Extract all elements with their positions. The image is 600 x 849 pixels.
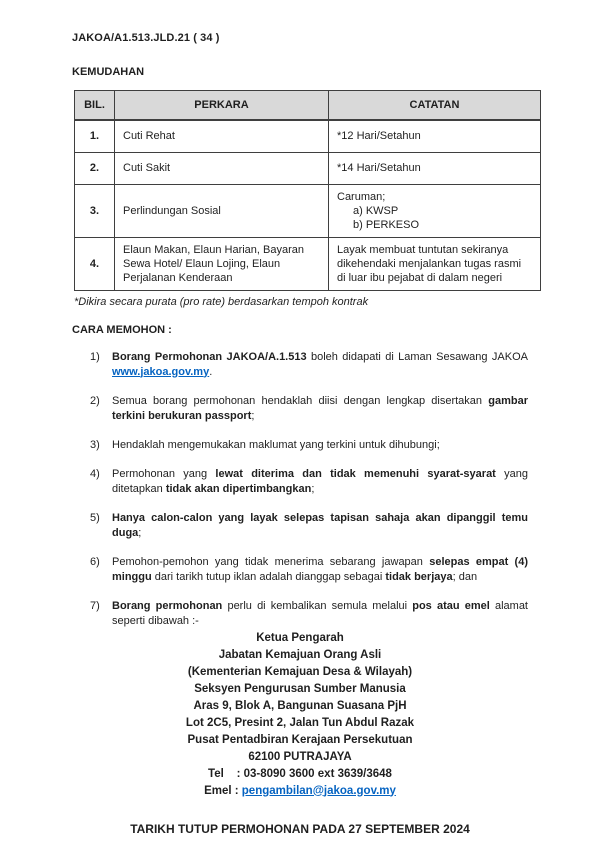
column-header-bil: BIL. bbox=[75, 91, 115, 121]
text-segment: perlu di kembalikan semula melalui bbox=[222, 599, 413, 612]
benefits-table bbox=[74, 90, 541, 291]
email-line bbox=[72, 783, 528, 800]
item-number: 7) bbox=[90, 599, 100, 612]
item-number: 5) bbox=[90, 511, 100, 524]
telephone-line: Tel : 03-8090 3600 ext 3639/3648 bbox=[208, 767, 392, 780]
text-segment: selepas empat (4) minggu bbox=[112, 555, 528, 583]
text-segment: Borang Permohonan JAKOA/A.1.513 bbox=[112, 350, 307, 363]
cell-catatan: *14 Hari/Setahun bbox=[329, 152, 541, 184]
catatan-sub-item: b) PERKESO bbox=[353, 218, 420, 231]
address-line: 62100 PUTRAJAYA bbox=[248, 750, 352, 763]
address-line: Ketua Pengarah bbox=[256, 631, 344, 644]
address-line: Seksyen Pengurusan Sumber Manusia bbox=[194, 682, 406, 695]
item-text bbox=[112, 511, 528, 541]
text-segment: pos atau emel bbox=[412, 599, 490, 612]
item-number: 2) bbox=[90, 394, 100, 407]
text-segment: boleh didapati di Laman Sesawang JAKOA bbox=[306, 350, 528, 363]
address-line: Jabatan Kemajuan Orang Asli bbox=[218, 648, 382, 661]
text-segment: tidak berjaya bbox=[385, 570, 453, 583]
jakoa-website-link[interactable]: www.jakoa.gov.my bbox=[112, 365, 210, 378]
catatan-intro: Caruman; bbox=[337, 190, 386, 203]
table-row bbox=[75, 152, 541, 184]
table-footnote: *Dikira secara purata (pro rate) berdasarkan tempoh kontrak bbox=[74, 295, 369, 308]
email-link[interactable]: pengambilan@jakoa.gov.my bbox=[241, 784, 396, 797]
text-segment: yang ditetapkan bbox=[112, 467, 528, 495]
reference-number: JAKOA/A1.513.JLD.21 ( 34 ) bbox=[72, 32, 220, 44]
text-segment: ; bbox=[311, 482, 315, 495]
apply-item-1 bbox=[90, 350, 528, 380]
apply-item-3 bbox=[90, 438, 528, 453]
section-title-kemudahan: KEMUDAHAN bbox=[72, 66, 145, 78]
cell-catatan: *12 Hari/Setahun bbox=[329, 120, 541, 152]
text-segment: alamat seperti dibawah :- bbox=[112, 599, 528, 627]
table-row bbox=[75, 120, 541, 152]
column-header-catatan: CATATAN bbox=[329, 91, 541, 121]
text-segment: Pemohon-pemohon yang tidak menerima sebarang jawapan bbox=[112, 555, 430, 568]
cell-perkara: Elaun Makan, Elaun Harian, Bayaran Sewa Hotel/ Elaun Lojing, Elaun Perjalanan Kenderaan bbox=[115, 237, 329, 290]
item-text bbox=[112, 438, 528, 453]
text-segment: Permohonan yang bbox=[112, 467, 216, 480]
text-segment: lewat diterima dan tidak memenuhi syarat-syarat bbox=[215, 467, 496, 480]
cell-bil: 1. bbox=[75, 120, 115, 152]
item-number: 1) bbox=[90, 350, 100, 363]
item-text bbox=[112, 467, 528, 497]
item-number: 3) bbox=[90, 438, 100, 451]
apply-section-title: CARA MEMOHON : bbox=[72, 323, 172, 336]
cell-bil: 2. bbox=[75, 152, 115, 184]
table-row bbox=[75, 184, 541, 237]
item-text bbox=[112, 350, 528, 380]
item-text bbox=[112, 394, 528, 424]
cell-perkara: Cuti Sakit bbox=[115, 152, 329, 184]
address-line: Lot 2C5, Presint 2, Jalan Tun Abdul Razak bbox=[185, 716, 415, 729]
item-number: 4) bbox=[90, 467, 100, 480]
address-line: Pusat Pentadbiran Kerajaan Persekutuan bbox=[187, 733, 413, 746]
cell-bil: 3. bbox=[75, 184, 115, 237]
text-segment: gambar terkini berukuran passport bbox=[112, 394, 528, 422]
cell-catatan bbox=[329, 184, 541, 237]
text-segment: Hendaklah mengemukakan maklumat yang terkini untuk dihubungi; bbox=[112, 438, 440, 451]
item-text bbox=[112, 599, 528, 629]
column-header-perkara: PERKARA bbox=[115, 91, 329, 121]
text-segment: dari tarikh tutup iklan adalah dianggap sebagai bbox=[151, 570, 386, 583]
catatan-sub-item: a) KWSP bbox=[353, 204, 399, 217]
address-line: (Kementerian Kemajuan Desa & Wilayah) bbox=[187, 665, 413, 678]
text-segment: ; bbox=[138, 526, 142, 539]
item-text bbox=[112, 555, 528, 585]
item-number: 6) bbox=[90, 555, 100, 568]
address-line: Aras 9, Blok A, Bangunan Suasana PjH bbox=[193, 699, 407, 712]
cell-bil: 4. bbox=[75, 237, 115, 290]
text-segment: ; bbox=[251, 409, 255, 422]
text-segment: tidak akan dipertimbangkan bbox=[165, 482, 312, 495]
apply-item-6 bbox=[90, 555, 528, 585]
table-row bbox=[75, 237, 541, 290]
cell-perkara: Cuti Rehat bbox=[115, 120, 329, 152]
text-segment: ; dan bbox=[452, 570, 478, 583]
apply-instructions-list bbox=[72, 350, 528, 629]
apply-item-5 bbox=[90, 511, 528, 541]
text-segment: Borang permohonan bbox=[112, 599, 223, 612]
text-segment: Hanya calon-calon yang layak selepas tapisan sahaja akan dipanggil temu duga bbox=[112, 511, 528, 539]
table-header-row bbox=[75, 91, 541, 121]
return-address-block bbox=[72, 630, 528, 800]
apply-item-7 bbox=[90, 599, 528, 629]
text-segment: . bbox=[209, 365, 213, 378]
text-segment: Semua borang permohonan hendaklah diisi dengan lengkap disertakan bbox=[112, 394, 489, 407]
closing-date-line: TARIKH TUTUP PERMOHONAN PADA 27 SEPTEMBER 2024 bbox=[130, 821, 470, 836]
apply-item-2 bbox=[90, 394, 528, 424]
cell-catatan: Layak membuat tuntutan sekiranya dikehendaki menjalankan tugas rasmi di luar ibu pejabat di dalam negeri bbox=[329, 237, 541, 290]
cell-perkara: Perlindungan Sosial bbox=[115, 184, 329, 237]
email-label: Emel : bbox=[204, 784, 242, 797]
apply-item-4 bbox=[90, 467, 528, 497]
